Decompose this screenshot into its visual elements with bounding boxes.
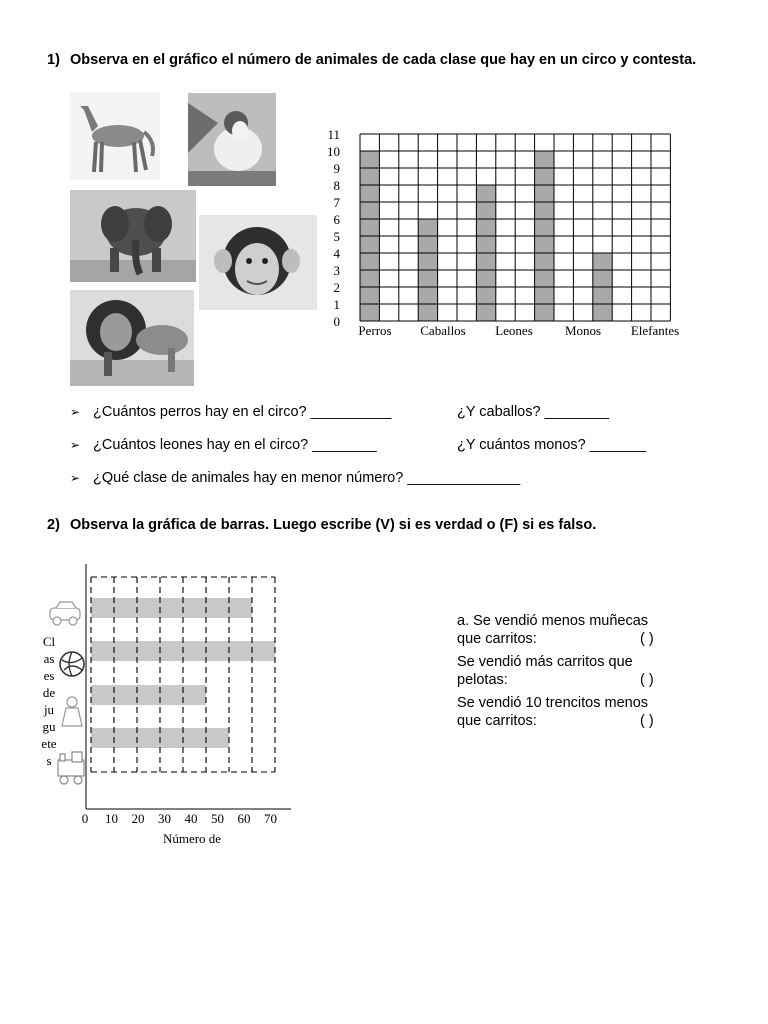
y-tick-label: 4 (333, 246, 340, 261)
y-tick-label: 0 (333, 314, 340, 329)
y-tick-label: 3 (333, 263, 340, 278)
y-tick-label: 2 (333, 280, 340, 295)
y-tick-label: 10 (327, 144, 340, 159)
y-tick-label: 11 (327, 127, 340, 142)
y-label-line: ju (43, 702, 55, 717)
question-1-title: Observa en el gráfico el número de animales de cada clase que hay en un circo y contesta. (70, 52, 697, 68)
question-perros: ¿Cuántos perros hay en el circo? __________ (93, 404, 392, 420)
y-label-line: ete (41, 736, 57, 751)
statement-c-line1: Se vendió 10 trencitos menos (457, 695, 649, 711)
bar-muñecas (91, 685, 206, 705)
question-menor-numero: ¿Qué clase de animales hay en menor número? ______________ (93, 470, 521, 486)
elephant-photo (70, 190, 196, 282)
y-label-line: as (43, 651, 55, 666)
statement-b-line1: Se vendió más carritos que (457, 654, 633, 670)
toys-bar-chart (40, 560, 310, 855)
y-tick-label: 7 (333, 195, 340, 210)
statement-a-line2: que carritos: (457, 631, 537, 647)
toys-chart-xlabel: Número de (162, 831, 222, 846)
lion-photo (70, 290, 194, 386)
horse-photo (70, 92, 160, 180)
question-2-title: Observa la gráfica de barras. Luego escribe (V) si es verdad o (F) si es falso. (70, 517, 597, 533)
answer-box-c[interactable]: ( ) (640, 713, 654, 729)
y-label-line: de (42, 685, 56, 700)
question-leones: ¿Cuántos leones hay en el circo? ________ (93, 437, 377, 453)
x-tick-label: 10 (105, 811, 118, 826)
doll-icon (62, 697, 82, 726)
y-label-line: gu (42, 719, 56, 734)
toys-chart-ylabel (35, 633, 63, 769)
x-tick-label-caballos: Caballos (420, 323, 466, 338)
question-caballos: ¿Y caballos? ________ (457, 404, 610, 420)
dog-photo (188, 93, 276, 186)
x-tick-label: 30 (158, 811, 171, 826)
bullet-arrow-icon: ➢ (70, 405, 81, 419)
y-label-line: s (46, 753, 52, 768)
animals-bar-chart (320, 125, 700, 345)
x-tick-label: 40 (184, 811, 198, 826)
monkey-photo (199, 215, 317, 310)
y-tick-label: 6 (333, 212, 340, 227)
x-tick-label: 60 (237, 811, 251, 826)
x-tick-label-leones: Leones (495, 323, 533, 338)
statement-b-line2: pelotas: (457, 672, 508, 688)
question-1-number: 1) (47, 52, 60, 68)
ball-icon (60, 652, 84, 676)
y-label-line: es (43, 668, 55, 683)
answer-box-b[interactable]: ( ) (640, 672, 654, 688)
dog-icon (188, 93, 276, 186)
statement-c-line2: que carritos: (457, 713, 537, 729)
x-tick-label: 20 (131, 811, 145, 826)
x-tick-label: 0 (81, 811, 89, 826)
y-tick-label: 9 (333, 161, 340, 176)
y-label-line: Cl (42, 634, 56, 649)
statement-a-line1: a. Se vendió menos muñecas (457, 613, 649, 629)
x-tick-label-elefantes: Elefantes (630, 323, 680, 338)
question-2-number: 2) (47, 517, 60, 533)
car-icon (50, 602, 80, 625)
answer-box-a[interactable]: ( ) (640, 631, 654, 647)
x-tick-label: 50 (211, 811, 224, 826)
elephant-icon (70, 190, 196, 282)
x-tick-label: 70 (264, 811, 277, 826)
bullet-arrow-icon: ➢ (70, 438, 81, 452)
x-tick-label-perros: Perros (358, 323, 392, 338)
y-tick-label: 8 (333, 178, 340, 193)
monkey-icon (199, 215, 317, 310)
y-tick-label: 1 (333, 297, 340, 312)
question-monos: ¿Y cuántos monos? _______ (457, 437, 647, 453)
bullet-arrow-icon: ➢ (70, 471, 81, 485)
y-tick-label: 5 (333, 229, 340, 244)
bar-carritos (91, 598, 252, 618)
x-tick-label-monos: Monos (564, 323, 602, 338)
lion-icon (70, 290, 194, 386)
horse-icon (70, 92, 160, 180)
